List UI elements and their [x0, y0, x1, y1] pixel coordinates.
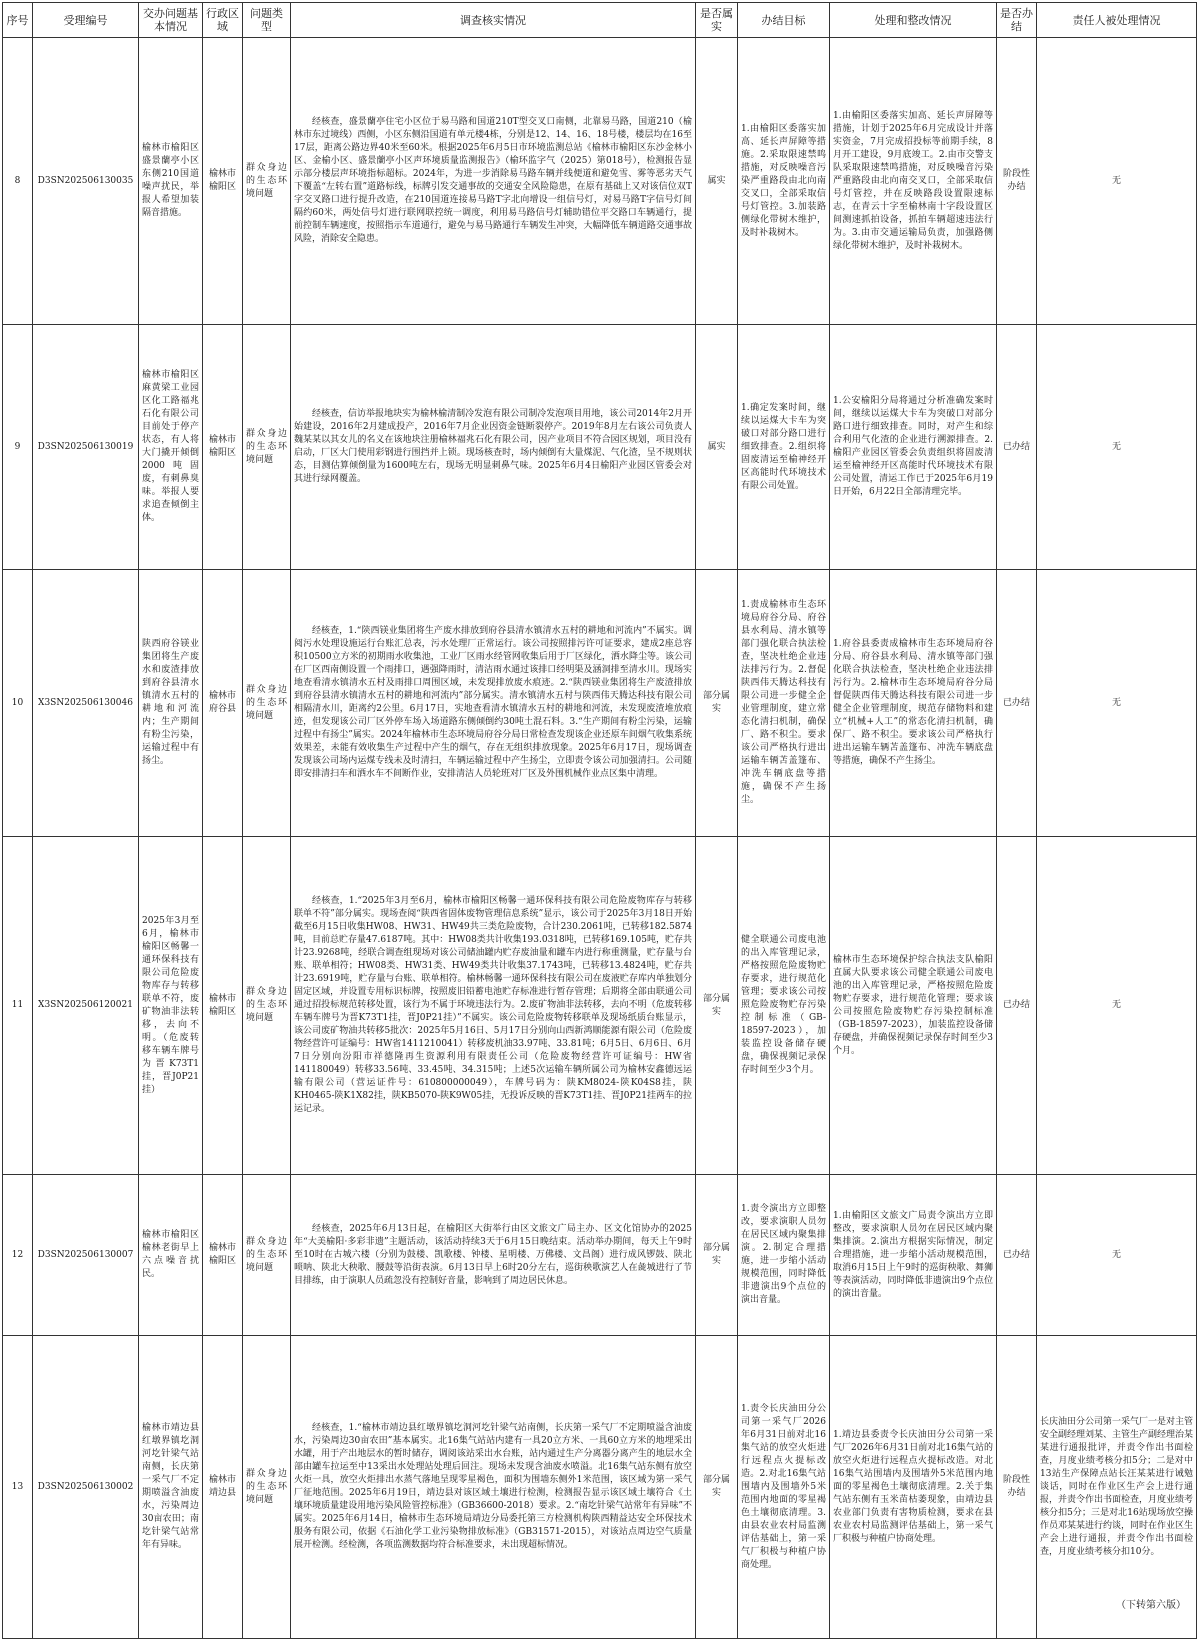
cell-rectification: 1.由榆阳区委落实加高、延长声屏障等措施，计划于2025年6月完成设计并落实资金，7月完成招投标等前期手续，8月开工建设，9月底竣工。2.由市交警支队采取限速禁鸣措施，对反映噪音污染严重路段由北向南交叉口，全部采取信号灯管控，并在反映路段设置限速标志，在青云十字至榆林南十字段设置区间测速抓拍设备，抓拍车辆超速违法行为。3.由市交通运输局负责，加强路侧绿化带树木维护，及时补栽树木。	[830, 38, 997, 325]
table-row	[3, 837, 1197, 1175]
cell-district: 榆林市榆阳区	[203, 837, 243, 1175]
header-investigation: 调查核实情况	[291, 3, 696, 38]
cell-goal: 1.确定发案时间，继续以运煤大卡车为突破口对部分路口进行细致排查。2.组织将固废清运至榆神经开区高能时代环境技术有限公司处置。	[738, 325, 830, 570]
cell-verified: 部分属实	[696, 837, 738, 1175]
cell-accountability: 无	[1037, 38, 1197, 325]
cell-investigation: 经核查，1.“榆林市靖边县红墩界镇圪洞河圪针梁气站南侧，长庆第一采气厂不定期喷溢含油废水，污染周边30亩农田”基本属实。北16集气站站内建有一具20立方米、一具60立方米的地埋采出水罐，用于产出地层水的暂时储存，调阅该站采出水台账，站内通过生产分离器分离产生的地层水全部由罐车拉运至中13采出水处理站处理后回注。现场未发现含油废水喷溢。北16集气站东侧有放空火炬一具，放空火炬排出水蒸气落地呈现零星褐色，面积为围墙东侧外1米范围，该区域为第一采气厂征地范围。2025年6月19日，靖边县对该区域土壤进行检测，检测报告显示该区域土壤符合《土壤环境质量建设用地污染风险管控标准》（GB36600-2018）要求。2.“南圪针梁气站常年有异味”不属实。2025年6月14日，榆林市生态环境局靖边分局委托第三方检测机构陕西精益达安全环保技术服务有限公司，依据《石油化学工业污染物排放标准》（GB31571-2015），对该站点周边空气质量展开检测。经检测，各项监测数据均符合标准要求，未出现超标情况。	[291, 1336, 696, 1639]
cell-seq: 11	[3, 837, 33, 1175]
cell-accountability: 无	[1037, 570, 1197, 837]
cell-investigation: 经核查，2025年6月13日起，在榆阳区大街举行由区文旅文广局主办、区文化馆协办的2025年“大美榆阳·多彩非遗”主题活动，该活动持续3天于6月15日晚结束。活动举办期间，每天上午9时至10时在古城六楼（分别为鼓楼、凯歌楼、钟楼、星明楼、万佛楼、文昌阁）进行成风锣鼓、陕北唢呐、陕北大秧歌、腰鼓等沿街表演。6月13日早上6时20分左右，巡街秧歌演艺人在彘城进行了节目排练，由于演职人员疏忽没有控制好音量，影响到了周边居民休息。	[291, 1175, 696, 1336]
cell-seq: 12	[3, 1175, 33, 1336]
cell-closed: 已办结	[997, 837, 1037, 1175]
cell-case-id: X3SN202506130046	[33, 570, 139, 837]
cell-closed: 阶段性办结	[997, 1336, 1037, 1639]
cell-verified: 部分属实	[696, 1175, 738, 1336]
cell-goal: 1.责成榆林市生态环境局府谷分局、府谷县水利局、清水镇等部门强化联合执法检查，坚决杜绝企业违法排污行为。2.督促陕西伟天腾达科技有限公司进一步健全企业管理制度，建立常态化清扫机制，确保厂、路不积尘。要求该公司严格执行进出运输车辆苫盖篷布、冲洗车辆底盘等措施，确保不产生扬尘。	[738, 570, 830, 837]
cell-rectification: 1.公安榆阳分局将通过分析准确发案时间，继续以运煤大卡车为突破口对部分路口进行细致排查。同时，对产生和综合利用气化渣的企业进行溯源排查。2.榆阳产业园区管委会负责组织将固废清运至榆神经开区高能时代环境技术有限公司处置，清运工作已于2025年6月19日开始，6月22日全部清理完毕。	[830, 325, 997, 570]
cell-closed: 已办结	[997, 1175, 1037, 1336]
cell-goal: 1.由榆阳区委落实加高、延长声屏障等措施。2.采取限速禁鸣措施，对反映噪音污染严重路段由北向南交叉口，全部采取信号灯管控。3.加装路侧绿化带树木维护，及时补栽树木。	[738, 38, 830, 325]
cell-summary: 2025年3月至6月，榆林市榆阳区畅馨一通环保科技有限公司危险废物库存与转移联单不符，废矿物油非法转移，去向不明。（危废转移车辆车牌号为晋K73T1挂，晋J0P21挂）	[139, 837, 203, 1175]
cell-accountability: 无	[1037, 325, 1197, 570]
complaint-table	[2, 2, 1197, 1639]
header-type: 问题类型	[243, 3, 291, 38]
table-row	[3, 1175, 1197, 1336]
cell-summary: 榆林市靖边县红墩界镇圪洞河圪针梁气站南侧，长庆第一采气厂不定期喷溢含油废水，污染周边30亩农田；南圪针梁气站常年有异味。	[139, 1336, 203, 1639]
cell-investigation: 经核查，1.“陕西镁业集团将生产废水排放到府谷县清水镇清水五村的耕地和河流内”不属实。调阅污水处理设施运行台账汇总表，污水处理厂正常运行。该公司按照排污许可证要求，建成2座总容积10500立方米的初期雨水收集池，工业厂区雨水经管网收集后用于厂区绿化，洒水降尘等。该公司在厂区西南侧设置一个雨排口，遇强降雨时，清洁雨水通过该排口经明渠及涵洞排至清水川。现场实地查看清水镇清水五村及雨排口周围区域，未发现排放废水痕迹。2.“陕西镁业集团将生产废渣排放到府谷县清水镇清水五村的耕地和河流内”部分属实。清水镇清水五村与陕西伟天腾达科技有限公司相隔清水川，距离约2公里。6月17日，实地查看清水镇清水五村的耕地和河流，未发现废渣堆放痕迹，但发现该公司厂区外停车场入场道路东侧倾倒约30吨土混石料。3.“生产期间有粉尘污染，运输过程中有扬尘”属实。2024年榆林市生态环境局府谷分局日常检查发现该企业还原车间烟气收集系统效果差，未能有效收集生产过程中产生的烟气，存在无组织排放现象。2025年6月17日，现场调查发现该公司场内运煤专线未及时清扫，车辆运输过程中产生扬尘，立即责令该公司加强清扫。公司随即安排清扫车和洒水车不间断作业，安排清洁人员轮班对厂区及外围机械作业点区集中清理。	[291, 570, 696, 837]
cell-verified: 属实	[696, 325, 738, 570]
cell-type: 群众身边的生态环境问题	[243, 1336, 291, 1639]
header-verified: 是否属实	[696, 3, 738, 38]
cell-seq: 13	[3, 1336, 33, 1639]
table-row	[3, 325, 1197, 570]
cell-verified: 部分属实	[696, 1336, 738, 1639]
cell-goal: 1.责令长庆油田分公司第一采气厂2026年6月31日前对北16集气站的放空火炬进行远程点火提标改造。2.对北16集气站围墙内及围墙外5米范围内地面的零星褐色土壤彻底清理。3.由县农业农村局监测评估基础上，第一采气厂积极与种植户协商处理。	[738, 1336, 830, 1639]
table-row	[3, 38, 1197, 325]
cell-goal: 健全联通公司废电池的出入库管理记录，严格按照危险废物贮存要求，进行规范化管理；要求该公司按照危险废物贮存污染控制标准（GB-18597-2023），加装监控设备储存硬盘，确保视频记录保存时间至少3个月。	[738, 837, 830, 1175]
cell-verified: 属实	[696, 38, 738, 325]
cell-district: 榆林市榆阳区	[203, 38, 243, 325]
cell-investigation: 经核查，盛景蘭亭住宅小区位于易马路和国道210T型交叉口南侧，北靠易马路，国道210（榆林市东过境线）西侧，小区东侧沿国道有单元楼4栋，分别是12、14、16、18号楼，楼层均在16至17层，距离公路边界40米至60米。根据2025年6月5日市环境监测总站《榆林市榆阳区东沙金林小区、金榆小区、盛景蘭亭小区声环境质量监测报告》（榆环监字气（2025）第018号），检测报告显示部分楼层声环境指标超标。2024年，为进一步消除易马路车辆并线便道和避免雪、雾等恶劣天气下覆盖“左转右置”道路标线，标牌引发交通事故的交通安全风险隐患，在原有基础上又对该信位双T字交叉路口进行提升改造，在210国道连接易马路T字北向增设一组信号灯，对易马路T字信号灯间隔约60米，两处信号灯进行联网联控统一调度，利用易马路信号灯辅助错位平交路口车辆通行，提前控制车辆速度，按照指示车道通行，避免与易马路通行车辆发生冲突，大幅降低车辆道路交通事故风险，消除安全隐患。	[291, 38, 696, 325]
table-row	[3, 1336, 1197, 1639]
continuation-note: （下转第六版）	[1116, 1600, 1186, 1611]
cell-closed: 已办结	[997, 570, 1037, 837]
cell-type: 群众身边的生态环境问题	[243, 1175, 291, 1336]
cell-case-id: D3SN202506130007	[33, 1175, 139, 1336]
cell-investigation: 经核查，1.“2025年3月至6月，榆林市榆阳区畅馨一通环保科技有限公司危险废物库存与转移联单不符”部分属实。现场查阅“陕西省固体废物管理信息系统”显示，该公司于2025年3月18日开始截至6月15日收集HW08、HW31、HW49共三类危险废物，合计230.2061吨，已转移182.5874吨，目前总贮存量47.6187吨。其中：HW08类共计收集193.0318吨，已转移169.105吨，贮存共计23.9268吨，经联合调查组现场对该公司储油罐内贮存废油量和罐车内进行称重测量，贮存量与台账、联单相符；HW08类、HW31类、HW49类共计收集37.1743吨，已转移13.4824吨，贮存共计23.6919吨，贮存量与台账、联单相符。榆林畅馨一通环保科技有限公司在废液贮存库内单独划分固定区域，并设置专用标识标牌，按照废旧铅蓄电池贮存标准进行暂存管理；后期将全部由联通公司通过招投标规范转移处置，该行为不属于环境违法行为。2.废矿物油非法转移，去向不明（危废转移车辆车牌号为晋K73T1挂，晋J0P21挂）”不属实。该公司危险废物转移联单及现场纸质台账显示，该公司废矿物油共转移5批次：2025年5月16日、5月17日分别向山西新鸿顺能源有限公司（危险废物经营许可证编号：HW省1411210041）转移废机油33.97吨、33.81吨；6月5日、6月6日、6月7日分别向汾阳市祥德隆再生资源利用有限责任公司（危险废物经营许可证编号：HW省141180049）转移33.56吨、33.45吨、34.315吨；上述5次运输车辆所属公司为榆林安鑫德远运输有限公司（营运证件号：610800000049），车牌号码为：陕KM8024-陕K04S8挂，陕KH0465-陕K1X82挂，陕KB5070-陕K9W05挂，无投诉反映的晋K73T1挂、晋J0P21挂两车的拉运记录。	[291, 837, 696, 1175]
header-rectification: 处理和整改情况	[830, 3, 997, 38]
cell-case-id: D3SN202506130002	[33, 1336, 139, 1639]
header-accountability: 责任人被处理情况	[1037, 3, 1197, 38]
cell-district: 榆林市府谷县	[203, 570, 243, 837]
cell-accountability: 长庆油田分公司第一采气厂一是对主管安全副经理刘某、主管生产副经理治某某进行通报批评，并责令作出书面检查，月度业绩考核分扣5分；二是对中13站生产保障点站长汪某某进行诫勉谈话，同时在作业区生产会上进行通报，并责令作出书面检查，月度业绩考核分扣5分；三是对北16站现场放空操作员邓某某进行约谈，同时在作业区生产会上进行通报，并责令作出书面检查，月度业绩考核分扣10分。	[1037, 1336, 1197, 1639]
cell-case-id: X3SN202506120021	[33, 837, 139, 1175]
cell-goal: 1.责令演出方立即整改，要求演职人员勿在居民区域内聚集排演。2.制定合理措施，进一步缩小活动规模范围，同时降低非遗演出9个点位的演出音量。	[738, 1175, 830, 1336]
cell-district: 榆林市榆阳区	[203, 1175, 243, 1336]
cell-closed: 阶段性办结	[997, 38, 1037, 325]
cell-case-id: D3SN202506130019	[33, 325, 139, 570]
cell-rectification: 1.府谷县委责成榆林市生态环境局府谷分局、府谷县水利局、清水镇等部门强化联合执法检查，坚决杜绝企业违法排污行为。2.榆林市生态环境局府谷分局督促陕西伟天腾达科技有限公司进一步健全企业管理制度，规范存储物料和建立“机械+人工”的常态化清扫机制，确保厂、路不积尘。要求该公司严格执行进出运输车辆苫盖篷布、冲洗车辆底盘等措施，确保不产生扬尘。	[830, 570, 997, 837]
table-header-row	[3, 3, 1197, 38]
cell-summary: 陕西府谷镁业集团将生产废水和废渣排放到府谷县清水镇清水五村的耕地和河流内；生产期间有粉尘污染，运输过程中有扬尘。	[139, 570, 203, 837]
cell-seq: 10	[3, 570, 33, 837]
cell-type: 群众身边的生态环境问题	[243, 325, 291, 570]
header-goal: 办结目标	[738, 3, 830, 38]
cell-rectification: 榆林市生态环境保护综合执法支队榆阳直属大队要求该公司健全联通公司废电池的出入库管理记录，严格按照危险废物贮存要求，进行规范化管理；要求该公司按照危险废物贮存污染控制标准（GB-18597-2023），加装监控设备储存硬盘，并确保视频记录保存时间至少3个月。	[830, 837, 997, 1175]
cell-accountability: 无	[1037, 837, 1197, 1175]
cell-seq: 9	[3, 325, 33, 570]
cell-district: 榆林市靖边县	[203, 1336, 243, 1639]
header-summary: 交办问题基本情况	[139, 3, 203, 38]
header-case-id: 受理编号	[33, 3, 139, 38]
cell-accountability: 无	[1037, 1175, 1197, 1336]
cell-seq: 8	[3, 38, 33, 325]
cell-rectification: 1.由榆阳区文旅文广局责令演出方立即整改，要求演职人员勿在居民区域内聚集排演。2.演出方根据实际情况，制定合理措施，进一步缩小活动规模范围，取消6月15日上午9时的巡街秧歌、舞狮等表演活动，同时降低非遗演出9个点位的演出音量。	[830, 1175, 997, 1336]
header-seq: 序号	[3, 3, 33, 38]
cell-rectification: 1.靖边县委责令长庆油田分公司第一采气厂2026年6月31日前对北16集气站的放空火炬进行远程点火提标改造。对北16集气站围墙内及围墙外5米范围内地面的零星褐色土壤彻底清理。2.关于集气站东侧有玉米苗枯萎现象，由靖边县农业部门负责有害物质检测，要求在县农业农村局监测评估基础上，第一采气厂积极与种植户协商处理。	[830, 1336, 997, 1639]
cell-summary: 榆林市榆阳区榆林老街早上六点噪音扰民。	[139, 1175, 203, 1336]
cell-district: 榆林市榆阳区	[203, 325, 243, 570]
header-closed: 是否办结	[997, 3, 1037, 38]
cell-type: 群众身边的生态环境问题	[243, 570, 291, 837]
cell-case-id: D3SN202506130035	[33, 38, 139, 325]
cell-summary: 榆林市榆阳区麻黄梁工业园区化工路福兆石化有限公司目前处于停产状态，有人将大门撬开倾倒2000吨固废，有刺鼻臭味。举报人要求追查倾倒主体。	[139, 325, 203, 570]
cell-type: 群众身边的生态环境问题	[243, 38, 291, 325]
header-district: 行政区域	[203, 3, 243, 38]
cell-summary: 榆林市榆阳区盛景蘭亭小区东侧210国道噪声扰民，举报人希望加装隔音措施。	[139, 38, 203, 325]
cell-type: 群众身边的生态环境问题	[243, 837, 291, 1175]
cell-investigation: 经核查，信访举报地块实为榆林榆清制冷发泡有限公司制冷发泡项目用地，该公司2014年2月开始建设，2016年2月建成投产，2016年7月企业因资金链断裂停产。2019年8月左右该公司负责人魏某某以其女儿的名义在该地块注册榆林福兆石化有限公司，因产业项目不符合园区规划，项目没有启动，厂区大门使用彩钢进行围挡并上锁。现场核查时，场内倾倒有大量煤泥、气化渣，呈不规则状态，目测估算倾倒量为1600吨左右，现场无明显刺鼻气味。2025年6月4日榆阳产业园区管委会对其进行绿网覆盖。	[291, 325, 696, 570]
table-row	[3, 570, 1197, 837]
cell-verified: 部分属实	[696, 570, 738, 837]
cell-closed: 已办结	[997, 325, 1037, 570]
